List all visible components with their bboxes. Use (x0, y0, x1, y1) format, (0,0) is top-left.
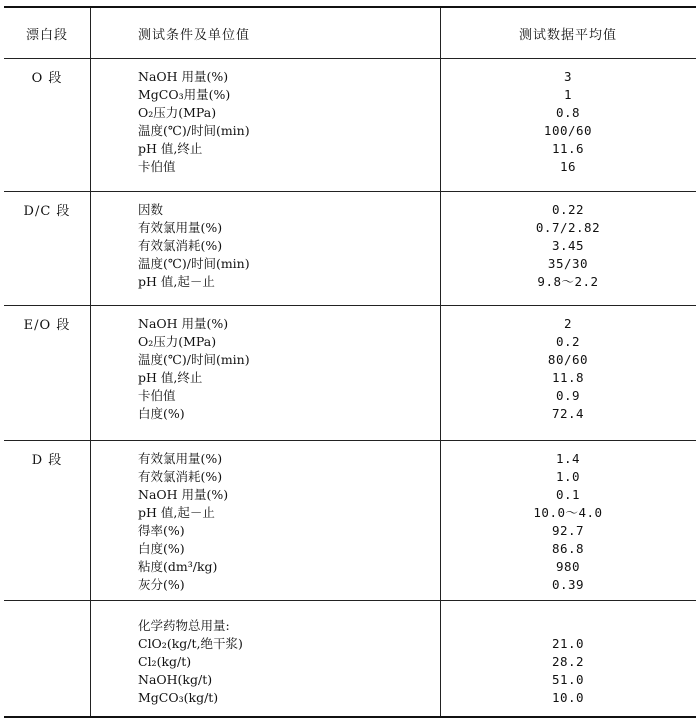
condition-cell: 有效氯用量(%) (138, 451, 223, 466)
value-cell: 92.7 (551, 523, 585, 538)
stage-label: E/O 段 (23, 318, 71, 333)
condition-cell: Cl₂(kg/t) (138, 654, 192, 669)
condition-cell: pH 值,终止 (138, 370, 203, 385)
header-conditions: 测试条件及单位值 (138, 27, 251, 43)
value-cell: 51.0 (551, 672, 585, 687)
condition-cell: ClO₂(kg/t,绝干浆) (138, 636, 243, 651)
value-cell (440, 617, 696, 635)
values-list (440, 68, 696, 176)
value-cell: 11.6 (551, 141, 585, 156)
value-cell: 0.22 (551, 202, 585, 217)
column-divider (90, 8, 91, 716)
value-cell: 86.8 (551, 541, 585, 556)
values-list (440, 450, 696, 594)
conditions-list (138, 68, 250, 176)
bleaching-data-table (4, 6, 696, 718)
condition-cell: 白度(%) (138, 406, 185, 421)
condition-cell: 有效氯消耗(%) (138, 469, 223, 484)
condition-cell: 有效氯用量(%) (138, 220, 223, 235)
values-list (440, 315, 696, 423)
condition-cell: O₂压力(MPa) (138, 105, 217, 120)
condition-cell: 温度(℃)/时间(min) (138, 352, 250, 367)
section-divider (4, 440, 696, 441)
condition-cell: 温度(℃)/时间(min) (138, 123, 250, 138)
value-cell: 2 (563, 316, 573, 331)
value-cell: 35/30 (547, 256, 589, 271)
value-cell: 0.39 (551, 577, 585, 592)
condition-cell: pH 值,起－止 (138, 274, 215, 289)
value-cell: 3 (563, 69, 573, 84)
header-divider (4, 58, 696, 59)
value-cell: 1.4 (555, 451, 581, 466)
value-cell: 10.0～4.0 (533, 505, 603, 520)
condition-cell: 白度(%) (138, 541, 185, 556)
condition-cell: NaOH 用量(%) (138, 316, 229, 331)
value-cell: 10.0 (551, 690, 585, 705)
section-divider (4, 191, 696, 192)
value-cell: 0.2 (555, 334, 581, 349)
condition-cell: pH 值,起－止 (138, 505, 215, 520)
conditions-list (138, 617, 243, 707)
condition-cell: NaOH 用量(%) (138, 69, 229, 84)
value-cell: 0.1 (555, 487, 581, 502)
condition-cell: 灰分(%) (138, 577, 185, 592)
value-cell: 3.45 (551, 238, 585, 253)
stage-label: O 段 (31, 71, 63, 86)
value-cell: 1.0 (555, 469, 581, 484)
value-cell: 9.8～2.2 (537, 274, 599, 289)
condition-cell: 粘度(dm³/kg) (138, 559, 218, 574)
header-values: 测试数据平均值 (518, 27, 617, 43)
value-cell: 28.2 (551, 654, 585, 669)
conditions-list (138, 315, 250, 423)
condition-cell: 温度(℃)/时间(min) (138, 256, 250, 271)
condition-cell: 有效氯消耗(%) (138, 238, 223, 253)
value-cell: 80/60 (547, 352, 589, 367)
value-cell: 16 (559, 159, 577, 174)
value-cell: 980 (555, 559, 581, 574)
value-cell: 11.8 (551, 370, 585, 385)
condition-cell: 卡伯值 (138, 388, 176, 403)
values-list (440, 201, 696, 291)
value-cell: 100/60 (543, 123, 593, 138)
condition-cell: NaOH 用量(%) (138, 487, 229, 502)
conditions-list (138, 450, 228, 594)
value-cell: 72.4 (551, 406, 585, 421)
conditions-list (138, 201, 250, 291)
condition-cell: 卡伯值 (138, 159, 176, 174)
section-divider (4, 305, 696, 306)
header-stage: 漂白段 (25, 27, 68, 43)
condition-cell: 得率(%) (138, 523, 185, 538)
condition-cell: MgCO₃用量(%) (138, 87, 231, 102)
condition-cell: 化学药物总用量: (138, 618, 230, 633)
condition-cell: pH 值,终止 (138, 141, 203, 156)
value-cell: 21.0 (551, 636, 585, 651)
value-cell: 0.7/2.82 (535, 220, 601, 235)
value-cell: 0.8 (555, 105, 581, 120)
value-cell: 0.9 (555, 388, 581, 403)
stage-label: D 段 (31, 453, 63, 468)
condition-cell: 因数 (138, 202, 164, 217)
values-list (440, 617, 696, 707)
condition-cell: O₂压力(MPa) (138, 334, 217, 349)
section-divider (4, 600, 696, 601)
condition-cell: NaOH(kg/t) (138, 672, 213, 687)
condition-cell: MgCO₃(kg/t) (138, 690, 219, 705)
stage-label: D/C 段 (23, 204, 71, 219)
value-cell: 1 (563, 87, 573, 102)
